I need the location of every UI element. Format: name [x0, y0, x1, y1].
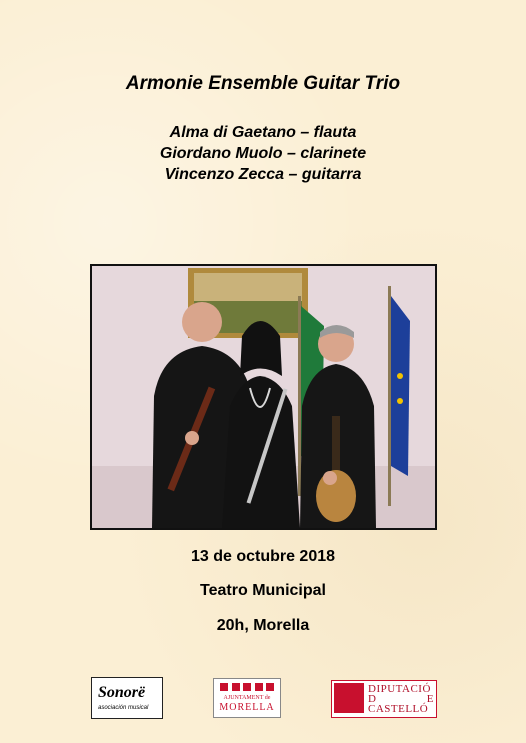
ajuntament-logo-line2: MORELLA — [219, 702, 275, 713]
performers-list — [0, 122, 526, 185]
sonore-logo-subtitle: asociación musical — [98, 705, 149, 711]
trio-photo — [90, 264, 437, 530]
crowns-icon — [220, 683, 274, 693]
concert-venue: Teatro Municipal — [200, 582, 326, 599]
diputacio-emblem-icon — [334, 683, 364, 713]
performer-clarinet: Giordano Muolo – clarinete — [159, 145, 367, 162]
diputacio-castello-logo — [331, 680, 437, 718]
ajuntament-morella-logo — [213, 678, 281, 718]
sonore-logo-name: Sonorë — [98, 684, 146, 701]
concert-title: Armonie Ensemble Guitar Trio — [125, 73, 401, 94]
concert-date: 13 de octubre 2018 — [190, 548, 336, 565]
diputacio-logo-line3: CASTELLÓ — [368, 703, 429, 715]
diputacio-logo-line1: DIPUTACIÓ — [368, 683, 431, 695]
performer-guitar: Vincenzo Zecca – guitarra — [164, 166, 362, 183]
sonore-logo — [91, 677, 163, 719]
diputacio-logo-line2-left: D — [368, 693, 377, 705]
performer-flute: Alma di Gaetano – flauta — [169, 124, 357, 141]
concert-time-place: 20h, Morella — [216, 617, 310, 634]
diputacio-logo-line2-right: E — [426, 693, 434, 705]
trio-photo-illustration — [92, 266, 435, 528]
ajuntament-logo-line1: AJUNTAMENT de — [223, 695, 271, 701]
